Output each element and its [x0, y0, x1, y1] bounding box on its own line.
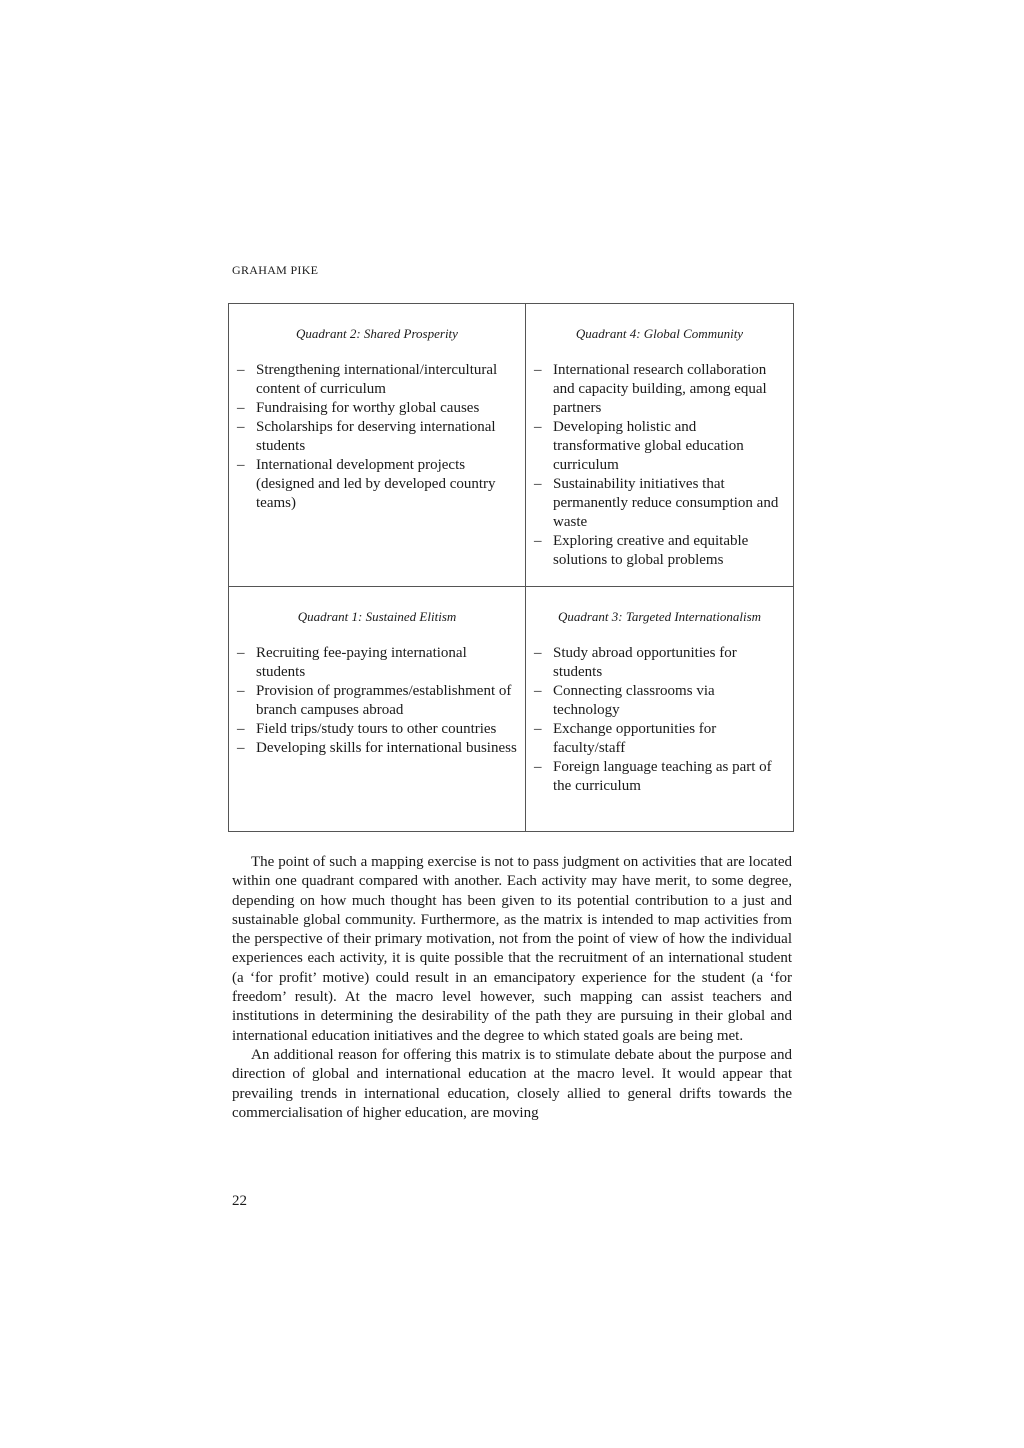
list-item: – Developing skills for international business: [237, 739, 517, 758]
quadrant-3-title: Quadrant 3: Targeted Internationalism: [557, 609, 762, 624]
quadrant-4-title: Quadrant 4: Global Community: [575, 326, 744, 341]
quadrant-3-list: [534, 644, 785, 796]
list-item: – Field trips/study tours to other countries: [237, 720, 517, 739]
list-item: – Scholarships for deserving international students: [237, 418, 517, 456]
list-item: – Foreign language teaching as part of the curriculum: [534, 758, 785, 796]
list-item: – Provision of programmes/establishment of branch campuses abroad: [237, 682, 517, 720]
body-paragraph: An additional reason for offering this matrix is to stimulate debate about the purpose and direction of global and international education at the macro level. It would appear that prevailing trends in international education, closely allied to general drifts towards the commercialisation of higher education, are moving: [232, 1046, 792, 1121]
list-item: – International development projects (designed and led by developed country teams): [237, 456, 517, 513]
body-paragraph: The point of such a mapping exercise is not to pass judgment on activities that are located within one quadrant compared with another. Each activity may have merit, to some degree, depending on how much thought has been given to its potential contribution to a just and sustainable global community. Furthermore, as the matrix is intended to map activities from the perspective of their primary motivation, not from the point of view of how the individual experiences each activity, it is quite possible that the recruitment of an international student (a ‘for profit’ motive) could result in an emancipatory experience for the student (a ‘for freedom’ result). At the macro level however, such mapping can assist teachers and institutions in determining the desirability of the path they are pursuing in their global and international education initiatives and the degree to which stated goals are being met.: [232, 854, 792, 1044]
quadrant-2-list: [237, 361, 517, 513]
quadrant-1-title: Quadrant 1: Sustained Elitism: [297, 609, 457, 624]
list-item: – Recruiting fee-paying international students: [237, 644, 517, 682]
list-item: – Fundraising for worthy global causes: [237, 399, 517, 418]
list-item: – International research collaboration and capacity building, among equal partners: [534, 361, 785, 418]
list-item: – Developing holistic and transformative global education curriculum: [534, 418, 785, 475]
list-item: – Exchange opportunities for faculty/staff: [534, 720, 785, 758]
quadrant-4-list: [534, 361, 785, 570]
quadrant-2-title: Quadrant 2: Shared Prosperity: [296, 326, 458, 341]
quadrant-1-list: [237, 644, 517, 758]
quadrant-2-cell: [229, 304, 526, 587]
list-item: – Exploring creative and equitable solutions to global problems: [534, 532, 785, 570]
body-text: [232, 853, 792, 1123]
quadrant-matrix: [228, 303, 794, 832]
list-item: – Study abroad opportunities for students: [534, 644, 785, 682]
list-item: – Connecting classrooms via technology: [534, 682, 785, 720]
page-number: 22: [232, 1193, 247, 1209]
quadrant-4-cell: [526, 304, 793, 587]
quadrant-1-cell: [229, 587, 526, 831]
list-item: – Sustainability initiatives that permanently reduce consumption and waste: [534, 475, 785, 532]
running-head: GRAHAM PIKE: [232, 263, 319, 277]
quadrant-3-cell: [526, 587, 793, 831]
list-item: – Strengthening international/intercultural content of curriculum: [237, 361, 517, 399]
